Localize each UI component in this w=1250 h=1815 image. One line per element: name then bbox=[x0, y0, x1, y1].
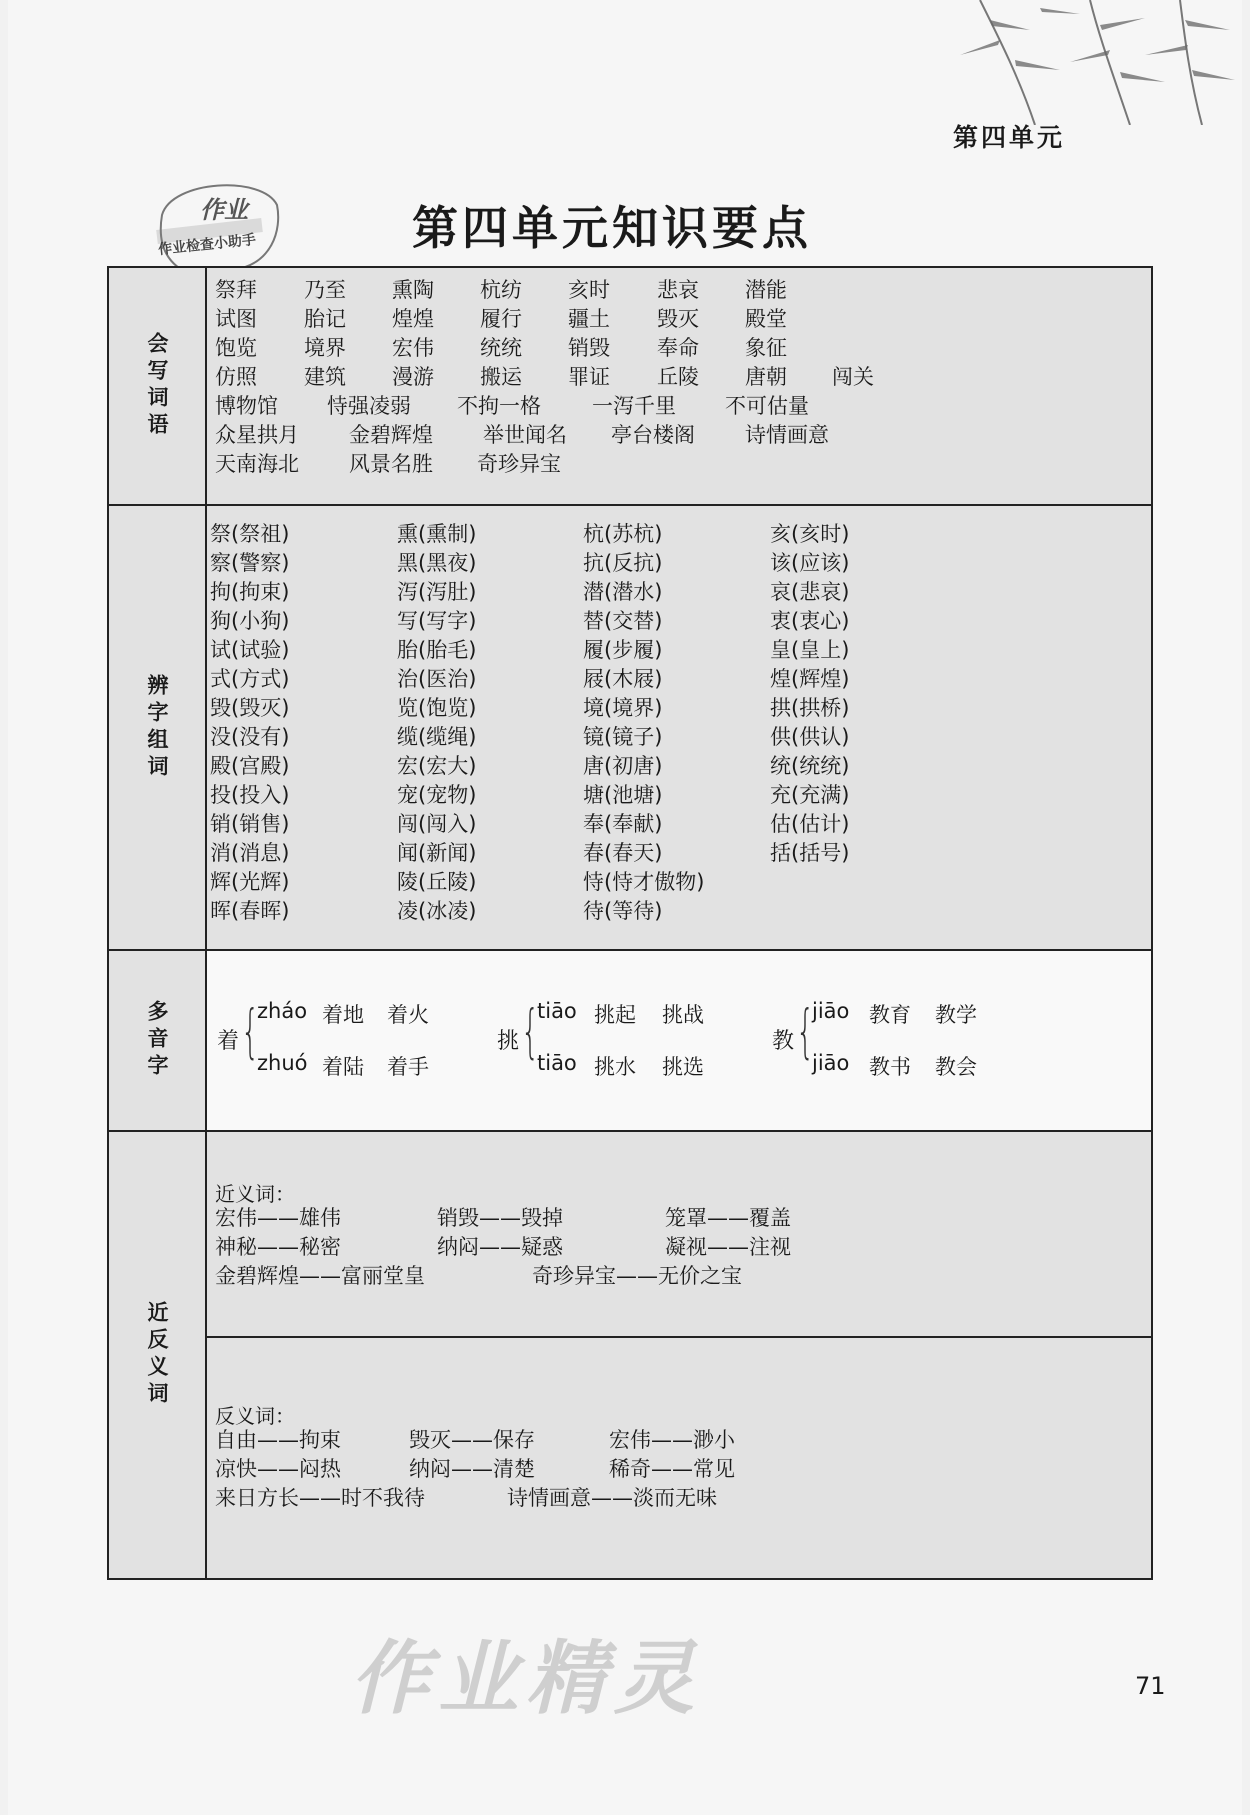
antonym-pair: 宏伟——渺小 bbox=[609, 1428, 735, 1452]
word: 奉命 bbox=[657, 336, 699, 360]
word: 不可估量 bbox=[725, 394, 809, 418]
page-title: 第四单元知识要点 bbox=[412, 201, 812, 255]
distinguish-grid bbox=[207, 506, 1151, 949]
word: 举世闻名 bbox=[483, 423, 567, 447]
word: 着陆 bbox=[322, 1055, 364, 1079]
section-write-words bbox=[109, 268, 1151, 506]
word: 挑水 bbox=[594, 1055, 636, 1079]
word: 恃强凌弱 bbox=[327, 394, 411, 418]
word: 着地 bbox=[322, 1003, 364, 1027]
word: 诗情画意 bbox=[745, 423, 829, 447]
antonym-pair: 纳闷——清楚 bbox=[409, 1457, 535, 1481]
section-synonyms-antonyms bbox=[109, 1132, 1151, 1578]
word: 罪证 bbox=[568, 365, 610, 389]
synonym-pair: 奇珍异宝——无价之宝 bbox=[532, 1264, 742, 1288]
char-pair: 奉(奉献) bbox=[583, 812, 663, 836]
char-pair: 宏(宏大) bbox=[397, 754, 477, 778]
word: 不拘一格 bbox=[457, 394, 541, 418]
word: 众星拱月 bbox=[215, 423, 299, 447]
char-pair: 供(供认) bbox=[770, 725, 850, 749]
char-pair: 估(估计) bbox=[770, 812, 850, 836]
synonym-heading: 近义词： bbox=[215, 1182, 295, 1206]
char-pair: 充(充满) bbox=[770, 783, 850, 807]
char-pair: 凌(冰凌) bbox=[397, 899, 477, 923]
polyphone-char: 挑 bbox=[497, 1029, 520, 1054]
char-pair: 晖(春晖) bbox=[210, 899, 290, 923]
char-pair: 该(应该) bbox=[770, 551, 850, 575]
word: 漫游 bbox=[392, 365, 434, 389]
word: 潜能 bbox=[745, 278, 787, 302]
section-label: 近反义词 bbox=[109, 1132, 207, 1578]
synonym-antonym-list bbox=[207, 1132, 1151, 1578]
char-pair: 投(投入) bbox=[210, 783, 290, 807]
stamp-text: 作业 bbox=[200, 196, 248, 224]
synonym-pair: 纳闷——疑惑 bbox=[437, 1235, 563, 1259]
char-pair: 毁(毁灭) bbox=[210, 696, 290, 720]
word: 教学 bbox=[935, 1003, 977, 1027]
char-pair: 宠(宠物) bbox=[397, 783, 477, 807]
distinguish-column bbox=[397, 520, 577, 926]
word: 建筑 bbox=[304, 365, 346, 389]
char-pair: 恃(恃才傲物) bbox=[583, 870, 705, 894]
char-pair: 衷(衷心) bbox=[770, 609, 850, 633]
char-pair: 消(消息) bbox=[210, 841, 290, 865]
char-pair: 治(医治) bbox=[397, 667, 477, 691]
pinyin: tiāo bbox=[537, 1051, 577, 1075]
polyphone-char: 着 bbox=[217, 1029, 240, 1054]
polyphone-char: 教 bbox=[772, 1029, 795, 1054]
antonym-pair: 诗情画意——淡而无味 bbox=[507, 1486, 717, 1510]
stamp-subtext: 作业检查小助手 bbox=[157, 231, 257, 259]
synonym-pair: 凝视——注视 bbox=[665, 1235, 791, 1259]
word: 杭纺 bbox=[480, 278, 522, 302]
word: 闯关 bbox=[832, 365, 874, 389]
brace-icon: { bbox=[796, 997, 815, 1065]
word: 教书 bbox=[869, 1055, 911, 1079]
char-pair: 闻(新闻) bbox=[397, 841, 477, 865]
char-pair: 辉(光辉) bbox=[210, 870, 290, 894]
char-pair: 括(括号) bbox=[770, 841, 850, 865]
synonym-pair: 金碧辉煌——富丽堂皇 bbox=[215, 1264, 425, 1288]
word: 着手 bbox=[387, 1055, 429, 1079]
distinguish-column bbox=[583, 520, 783, 926]
char-pair: 熏(熏制) bbox=[397, 522, 477, 546]
section-distinguish-characters bbox=[109, 506, 1151, 951]
word: 毁灭 bbox=[657, 307, 699, 331]
char-pair: 销(销售) bbox=[210, 812, 290, 836]
word: 教会 bbox=[935, 1055, 977, 1079]
char-pair: 抗(反抗) bbox=[583, 551, 663, 575]
char-pair: 杭(苏杭) bbox=[583, 522, 663, 546]
word: 祭拜 bbox=[215, 278, 257, 302]
word: 疆土 bbox=[568, 307, 610, 331]
page-number: 71 bbox=[1135, 1672, 1166, 1700]
word: 仿照 bbox=[215, 365, 257, 389]
char-pair: 泻(泻肚) bbox=[397, 580, 477, 604]
knowledge-table bbox=[107, 266, 1153, 1580]
char-pair: 没(没有) bbox=[210, 725, 290, 749]
brace-icon: { bbox=[241, 997, 260, 1065]
char-pair: 皇(皇上) bbox=[770, 638, 850, 662]
word: 风景名胜 bbox=[349, 452, 433, 476]
write-words-list bbox=[207, 268, 1151, 504]
word: 境界 bbox=[304, 336, 346, 360]
word: 悲哀 bbox=[657, 278, 699, 302]
word: 挑起 bbox=[594, 1003, 636, 1027]
word: 亭台楼阁 bbox=[611, 423, 695, 447]
word: 宏伟 bbox=[392, 336, 434, 360]
char-pair: 替(交替) bbox=[583, 609, 663, 633]
brace-icon: { bbox=[521, 997, 540, 1065]
pinyin: zhuó bbox=[257, 1051, 308, 1075]
char-pair: 式(方式) bbox=[210, 667, 290, 691]
char-pair: 塘(池塘) bbox=[583, 783, 663, 807]
word: 试图 bbox=[215, 307, 257, 331]
char-pair: 试(试验) bbox=[210, 638, 290, 662]
word: 饱览 bbox=[215, 336, 257, 360]
unit-header: 第四单元 bbox=[953, 123, 1066, 152]
word: 亥时 bbox=[568, 278, 610, 302]
char-pair: 煌(辉煌) bbox=[770, 667, 850, 691]
pinyin: zháo bbox=[257, 999, 308, 1023]
char-pair: 潜(潜水) bbox=[583, 580, 663, 604]
watermark: 作业精灵 bbox=[350, 1632, 702, 1725]
char-pair: 镜(镜子) bbox=[583, 725, 663, 749]
char-pair: 拱(拱桥) bbox=[770, 696, 850, 720]
word: 履行 bbox=[480, 307, 522, 331]
char-pair: 陵(丘陵) bbox=[397, 870, 477, 894]
section-polyphones bbox=[109, 951, 1151, 1132]
word: 天南海北 bbox=[215, 452, 299, 476]
section-label: 会写词语 bbox=[109, 268, 207, 504]
char-pair: 春(春天) bbox=[583, 841, 663, 865]
word: 奇珍异宝 bbox=[477, 452, 561, 476]
distinguish-column bbox=[770, 520, 950, 868]
char-pair: 哀(悲哀) bbox=[770, 580, 850, 604]
char-pair: 祭(祭祖) bbox=[210, 522, 290, 546]
char-pair: 境(境界) bbox=[583, 696, 663, 720]
word: 一泻千里 bbox=[592, 394, 676, 418]
char-pair: 察(警察) bbox=[210, 551, 290, 575]
char-pair: 亥(亥时) bbox=[770, 522, 850, 546]
char-pair: 狗(小狗) bbox=[210, 609, 290, 633]
char-pair: 唐(初唐) bbox=[583, 754, 663, 778]
antonym-pair: 稀奇——常见 bbox=[609, 1457, 735, 1481]
synonym-pair: 笼罩——覆盖 bbox=[665, 1206, 791, 1230]
char-pair: 胎(胎毛) bbox=[397, 638, 477, 662]
synonym-pair: 销毁——毁掉 bbox=[437, 1206, 563, 1230]
word: 教育 bbox=[869, 1003, 911, 1027]
pinyin: tiāo bbox=[537, 999, 577, 1023]
word: 丘陵 bbox=[657, 365, 699, 389]
word: 挑战 bbox=[662, 1003, 704, 1027]
word: 殿堂 bbox=[745, 307, 787, 331]
word: 熏陶 bbox=[392, 278, 434, 302]
pinyin: jiāo bbox=[812, 999, 850, 1023]
antonym-heading: 反义词： bbox=[215, 1404, 295, 1428]
antonym-pair: 来日方长——时不我待 bbox=[215, 1486, 425, 1510]
char-pair: 黑(黑夜) bbox=[397, 551, 477, 575]
char-pair: 拘(拘束) bbox=[210, 580, 290, 604]
char-pair: 写(写字) bbox=[397, 609, 477, 633]
char-pair: 殿(宫殿) bbox=[210, 754, 290, 778]
word: 胎记 bbox=[304, 307, 346, 331]
section-label: 多音字 bbox=[109, 951, 207, 1130]
antonym-pair: 毁灭——保存 bbox=[409, 1428, 535, 1452]
word: 博物馆 bbox=[215, 394, 278, 418]
antonym-pair: 自由——拘束 bbox=[215, 1428, 341, 1452]
char-pair: 闯(闯入) bbox=[397, 812, 477, 836]
word: 搬运 bbox=[480, 365, 522, 389]
char-pair: 览(饱览) bbox=[397, 696, 477, 720]
word: 乃至 bbox=[304, 278, 346, 302]
antonym-pair: 凉快——闷热 bbox=[215, 1457, 341, 1481]
polyphone-list bbox=[207, 951, 1151, 1130]
distinguish-column bbox=[210, 520, 390, 926]
section-label: 辨字组词 bbox=[109, 506, 207, 949]
bamboo-decoration bbox=[940, 0, 1240, 125]
word: 煌煌 bbox=[392, 307, 434, 331]
char-pair: 履(步履) bbox=[583, 638, 663, 662]
synonym-pair: 神秘——秘密 bbox=[215, 1235, 341, 1259]
pinyin: jiāo bbox=[812, 1051, 850, 1075]
word: 金碧辉煌 bbox=[349, 423, 433, 447]
word: 挑选 bbox=[662, 1055, 704, 1079]
synonym-pair: 宏伟——雄伟 bbox=[215, 1206, 341, 1230]
word: 象征 bbox=[745, 336, 787, 360]
word: 统统 bbox=[480, 336, 522, 360]
char-pair: 统(统统) bbox=[770, 754, 850, 778]
char-pair: 缆(缆绳) bbox=[397, 725, 477, 749]
word: 唐朝 bbox=[745, 365, 787, 389]
char-pair: 屐(木屐) bbox=[583, 667, 663, 691]
word: 着火 bbox=[387, 1003, 429, 1027]
char-pair: 待(等待) bbox=[583, 899, 663, 923]
word: 销毁 bbox=[568, 336, 610, 360]
